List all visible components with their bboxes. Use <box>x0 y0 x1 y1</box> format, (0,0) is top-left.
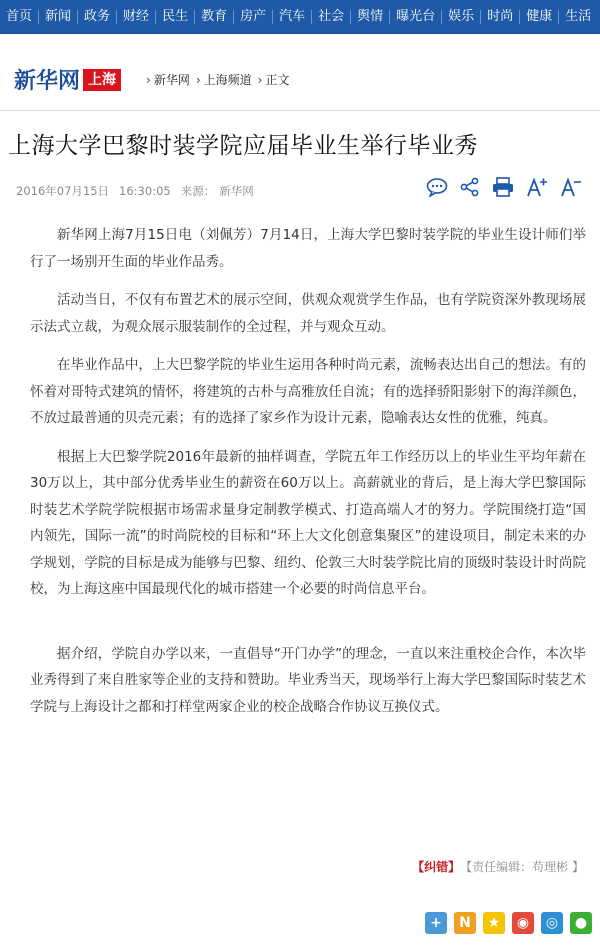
nav-society[interactable]: 社会 <box>318 9 345 24</box>
nav-finance[interactable]: 财经 <box>123 9 150 24</box>
tencent-weibo-icon[interactable]: ◎ <box>541 912 563 934</box>
chevron-right-icon: › <box>146 72 151 87</box>
chevron-right-icon: › <box>195 72 201 87</box>
nav-education[interactable]: 教育 <box>201 9 228 24</box>
nav-life[interactable]: 生活 <box>565 9 592 24</box>
nav-news[interactable]: 新闻 <box>45 9 72 24</box>
share-icon[interactable] <box>460 177 480 197</box>
divider <box>0 110 600 111</box>
logo-name: 新华网 <box>14 68 81 94</box>
breadcrumb-current: 正文 <box>265 73 290 87</box>
font-decrease-icon[interactable] <box>560 176 582 198</box>
editor-line <box>412 858 584 875</box>
weibo-icon[interactable]: ◉ <box>512 912 534 934</box>
comment-icon[interactable] <box>426 177 448 197</box>
nav-public-opinion[interactable]: 舆情 <box>357 9 384 24</box>
n-share-icon[interactable]: N <box>454 912 476 934</box>
nav-auto[interactable]: 汽车 <box>279 9 306 24</box>
article-body <box>30 222 586 732</box>
breadcrumb <box>146 71 293 88</box>
nav-government[interactable]: 政务 <box>84 9 111 24</box>
source-label: 来源： <box>180 184 216 198</box>
chevron-right-icon: › <box>257 72 263 87</box>
breadcrumb-site[interactable]: 新华网 <box>153 73 190 87</box>
article-tools <box>414 176 582 198</box>
nav-entertainment[interactable]: 娱乐 <box>448 9 475 24</box>
logo-region: 上海 <box>83 69 121 91</box>
publish-date: 2016年07月15日 <box>16 184 110 198</box>
nav-home[interactable]: 首页 <box>6 9 33 24</box>
publish-time: 16:30:05 <box>119 184 171 198</box>
plus-share-icon[interactable]: + <box>425 912 447 934</box>
wechat-icon[interactable]: ● <box>570 912 592 934</box>
nav-real-estate[interactable]: 房产 <box>240 9 267 24</box>
article-meta <box>16 183 264 199</box>
source-name: 新华网 <box>219 184 254 198</box>
share-bar <box>418 912 592 934</box>
nav-health[interactable]: 健康 <box>526 9 553 24</box>
nav-livelihood[interactable]: 民生 <box>162 9 189 24</box>
article-title: 上海大学巴黎时装学院应届毕业生举行毕业秀 <box>8 133 478 159</box>
site-logo[interactable] <box>14 64 121 95</box>
correction-link[interactable]: 【纠错】 <box>412 860 461 874</box>
paragraph: 新华网上海7月15日电（刘佩芳）7月14日，上海大学巴黎时装学院的毕业生设计师们举行了一场别开生面的毕业作品秀。 <box>30 227 586 270</box>
responsible-editor: 【责任编辑：苟理彬 】 <box>466 860 584 874</box>
nav-exposure[interactable]: 曝光台 <box>396 9 436 24</box>
breadcrumb-channel[interactable]: 上海频道 <box>203 73 252 87</box>
qzone-icon[interactable]: ★ <box>483 912 505 934</box>
print-icon[interactable] <box>492 177 514 197</box>
nav-fashion[interactable]: 时尚 <box>487 9 514 24</box>
paragraph: 活动当日，不仅有布置艺术的展示空间，供观众观赏学生作品，也有学院资深外教现场展示法式立裁，为观众展示服装制作的全过程，并与观众互动。 <box>30 292 586 335</box>
paragraph: 根据上大巴黎学院2016年最新的抽样调查，学院五年工作经历以上的毕业生平均年薪在30万以上，其中部分优秀毕业生的薪资在60万以上。高薪就业的背后，是上海大学巴黎国际时装艺术学院学院根据市场需求量身定制教学模式、打造高端人才的努力。学院围绕打造“国内领先，国际一流”的时尚院校的目标和“环上大文化创意集聚区”的建设项目，制定未来的办学规划，学院的目标是成为能够与巴黎、纽约、伦敦三大时装学院比肩的顶级时装设计时尚院校，为上海这座中国最现代化的城市搭建一个必要的时尚信息平台。 <box>30 448 586 597</box>
top-nav <box>0 0 600 34</box>
paragraph: 在毕业作品中，上大巴黎学院的毕业生运用各种时尚元素，流畅表达出自己的想法。有的怀着对哥特式建筑的情怀，将建筑的古朴与高雅放任自流；有的选择骄阳影射下的海洋颜色，不放过最普通的贝壳元素；有的选择了家乡作为设计元素，隐喻表达女性的优雅，纯真。 <box>30 357 586 426</box>
paragraph: 据介绍，学院自办学以来，一直倡导“开门办学”的理念，一直以来注重校企合作，本次毕业秀得到了来自胜家等企业的支持和赞助。毕业秀当天，现场举行上海大学巴黎国际时装艺术学院与上海设计之都和打样堂两家企业的校企战略合作协议互换仪式。 <box>30 645 586 715</box>
font-increase-icon[interactable] <box>526 176 548 198</box>
